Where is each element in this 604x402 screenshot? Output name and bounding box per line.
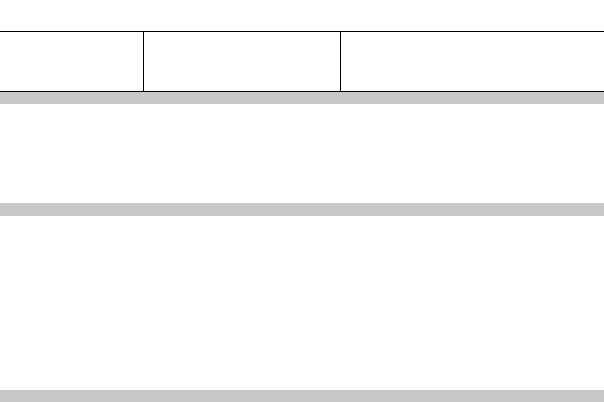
section-werkstoffe — [0, 390, 604, 402]
section-pumpendaten — [0, 203, 604, 216]
section-betriebsdaten — [0, 91, 604, 104]
